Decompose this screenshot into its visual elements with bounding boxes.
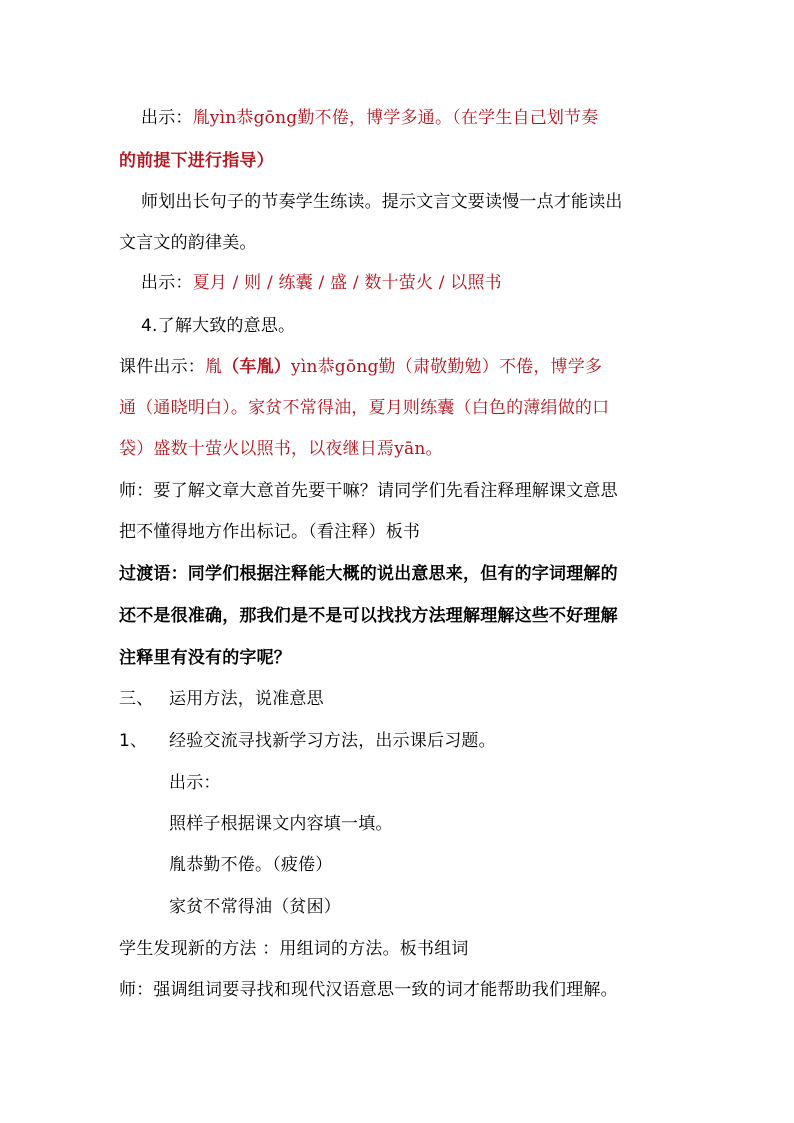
line-9: 袋）盛数十萤火以照书，以夜继日焉yān。: [119, 439, 443, 459]
line-18: 照样子根据课文内容填一填。: [169, 814, 393, 834]
line-17: 出示：: [169, 773, 221, 793]
line-13: 还不是很准确，那我们是不是可以找找方法理解理解这些不好理解: [119, 606, 618, 626]
line-19: 胤恭勤不倦。（疲倦）: [169, 855, 333, 875]
section-number: 三、: [119, 689, 154, 709]
line-10: 师：要了解文章大意首先要干嘛？请同学们先看注释理解课文意思: [119, 481, 618, 501]
line-3: 师划出长句子的节奏学生练读。提示文言文要读慢一点才能读出: [141, 192, 623, 212]
item-number: 1、: [119, 731, 148, 751]
courseware-label: 课件出示：: [119, 357, 205, 377]
line-7: [119, 355, 602, 379]
show-label: 出示：: [141, 273, 193, 293]
line-6: 4.了解大致的意思。: [141, 316, 296, 336]
red-text: 胤: [205, 357, 223, 377]
line-2: 的前提下进行指导）: [119, 151, 274, 171]
line-14: 注释里有没有的字呢？: [119, 648, 291, 668]
line-1: [141, 106, 598, 130]
line-22: 师：强调组词要寻找和现代汉语意思一致的词才能帮助我们理解。: [119, 980, 618, 1000]
line-5: [141, 271, 502, 295]
line-12: 过渡语：同学们根据注释能大概的说出意思来，但有的字词理解的: [119, 564, 618, 584]
line-20: 家贫不常得油（贫困）: [169, 897, 341, 917]
classical-text: 胤yìn恭gōng勤不倦，博学多通。（在学生自己划节奏: [192, 108, 599, 128]
red-bold-text: （车胤）: [222, 357, 292, 377]
line-16: [119, 729, 496, 753]
show-label: 出示：: [141, 108, 193, 128]
line-4: 文言文的韵律美。: [119, 233, 257, 253]
item-text: 经验交流寻找新学习方法，出示课后习题。: [169, 731, 496, 751]
section-title: 运用方法，说准意思: [169, 689, 324, 709]
line-21: 学生发现新的方法 ：用组词的方法。板书组词: [119, 939, 469, 959]
rhythm-text: 夏月 / 则 / 练囊 / 盛 / 数十萤火 / 以照书: [192, 273, 502, 293]
line-11: 把不懂得地方作出标记。（看注释）板书: [119, 522, 421, 542]
line-15: [119, 687, 324, 711]
line-8: 通（通晓明白）。家贫不常得油，夏月则练囊（白色的薄绢做的口: [119, 398, 610, 418]
red-text: yìn恭gōng勤（肃敬勤勉）不倦，博学多: [291, 357, 603, 377]
